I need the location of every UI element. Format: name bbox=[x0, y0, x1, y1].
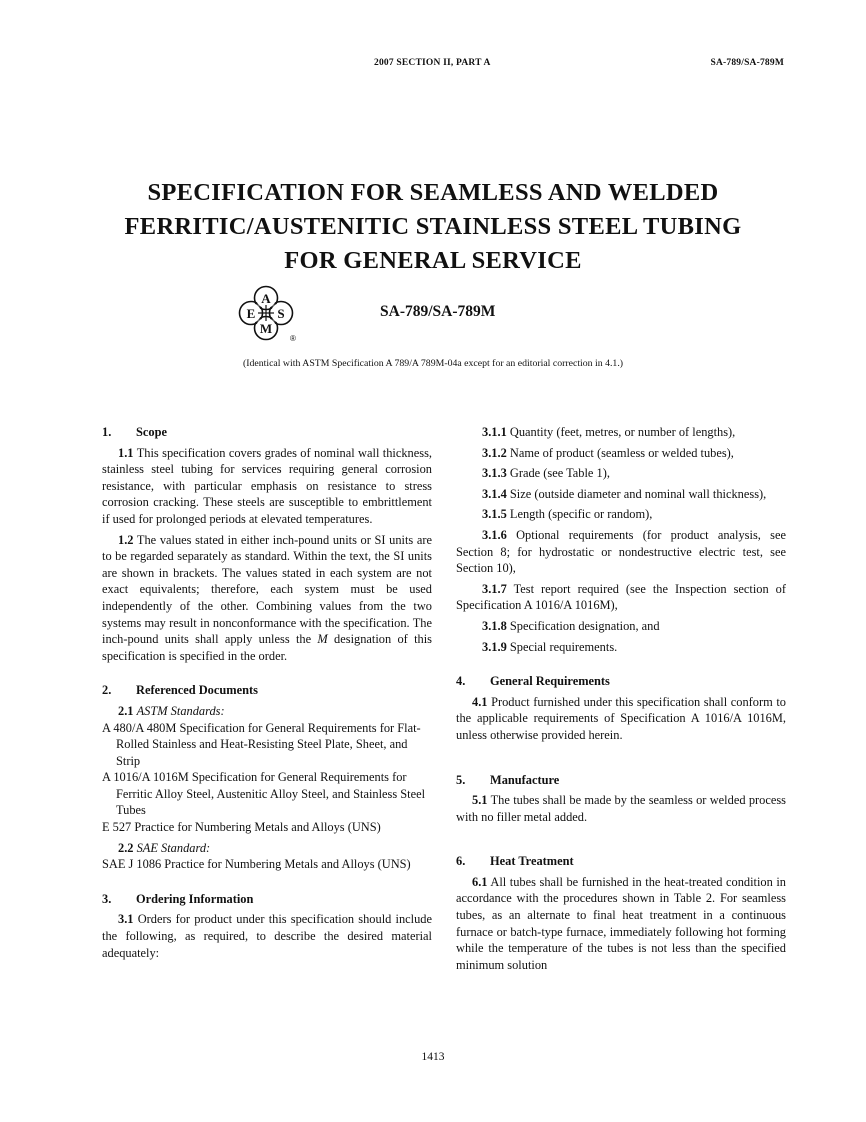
paragraph: 1.1 This specification covers grades of nominal wall thickness, stainless steel tubing for services requiring general corrosion resistance, with particular emphasis on resistance to stress corrosion cracking. These steels are susceptible to embrittlement if used for prolonged periods at elevated temperatures. bbox=[102, 445, 432, 526]
paragraph: 3.1 Orders for product under this specification should include the following, as required, to describe the desired material adequately: bbox=[102, 912, 432, 960]
list-item: 3.1.8 Specification designation, and bbox=[482, 618, 660, 633]
reference-item: E 527 Practice for Numbering Metals and Alloys (UNS) bbox=[102, 820, 381, 835]
section-heading: 1. Scope bbox=[102, 425, 167, 439]
paragraph: 1.2 The values stated in either inch-pound units or SI units are to be regarded separately as standard. Within the text, the SI units are shown in brackets. The values stated in each system are not exact equivalents; therefore, each system must be used independently of the other. Combining values from the two systems may result in nonconformance with the specification. The inch-pound units shall apply unless the M designation of this specification is specified in the order. bbox=[102, 532, 433, 663]
section-heading: 3. Ordering Information bbox=[102, 891, 254, 906]
list-item: 3.1.6 Optional requirements (for product analysis, see Section 8; for hydrostatic or nondestructive electric test, see Section 10), bbox=[456, 527, 786, 576]
list-item: 3.1.2 Name of product (seamless or welded tubes), bbox=[482, 445, 734, 460]
logo-letter: M bbox=[259, 321, 273, 336]
page-number: 1413 bbox=[421, 1051, 445, 1063]
list-item: 3.1.5 Length (specific or random), bbox=[482, 507, 653, 522]
identity-note: (Identical with ASTM Specification A 789/A 789M-04a except for an editorial correction in 4.1.) bbox=[242, 358, 624, 369]
subsection-label: 2.1 ASTM Standards: bbox=[118, 703, 225, 718]
designation: SA-789/SA-789M bbox=[380, 303, 496, 320]
section-heading: 6. Heat Treatment bbox=[456, 854, 574, 869]
running-header-left: 2007 SECTION II, PART A bbox=[374, 58, 491, 68]
right-column bbox=[456, 424, 786, 977]
asme-logo-icon bbox=[228, 283, 304, 345]
logo-letter: S bbox=[277, 306, 285, 321]
subsection-label: 2.2 SAE Standard: bbox=[118, 840, 211, 855]
list-item: 3.1.7 Test report required (see the Inspection section of Specification A 1016/A 1016M), bbox=[456, 581, 786, 613]
logo-letter: A bbox=[261, 291, 271, 306]
list-item: 3.1.1 Quantity (feet, metres, or number of lengths), bbox=[482, 425, 736, 439]
paragraph: 4.1 Product furnished under this specification shall conform to the applicable requirements of Specification A 1016/A 1016M, unless otherwise provided herein. bbox=[456, 694, 786, 742]
title-line: FERRITIC/AUSTENITIC STAINLESS STEEL TUBING bbox=[124, 213, 742, 240]
reference-item: A 1016/A 1016M Specification for General Requirements for Ferritic Alloy Steel, Austenitic Alloy Steel, and Stainless Steel Tubes bbox=[102, 770, 426, 818]
section-heading: 4. General Requirements bbox=[456, 674, 610, 689]
logo-letter: E bbox=[246, 306, 256, 321]
list-item: 3.1.9 Special requirements. bbox=[482, 639, 618, 654]
paragraph: 6.1 All tubes shall be furnished in the heat-treated condition in accordance with the procedures shown in Table 2. For seamless tubes, as an alternate to final heat treatment in a continuous furnace or batch-type furnace, immediately following hot forming while the temperature of the tubes is not less than the specified minimum solution bbox=[456, 874, 786, 972]
title-line: SPECIFICATION FOR SEAMLESS AND WELDED bbox=[147, 179, 719, 206]
reference-item: A 480/A 480M Specification for General Requirements for Flat-Rolled Stainless and Heat-Resisting Steel Plate, Sheet, and Strip bbox=[102, 720, 421, 768]
list-item: 3.1.4 Size (outside diameter and nominal wall thickness), bbox=[482, 486, 767, 501]
title-line: FOR GENERAL SERVICE bbox=[284, 247, 582, 274]
running-header-right: SA-789/SA-789M bbox=[710, 58, 784, 68]
section-heading: 5. Manufacture bbox=[456, 772, 560, 787]
paragraph: 5.1 The tubes shall be made by the seamless or welded process with no filler metal added. bbox=[456, 793, 786, 824]
left-column bbox=[102, 424, 432, 965]
section-heading: 2. Referenced Documents bbox=[102, 683, 258, 698]
reference-item: SAE J 1086 Practice for Numbering Metals and Alloys (UNS) bbox=[102, 857, 411, 872]
registered-mark: ® bbox=[290, 334, 296, 343]
list-item: 3.1.3 Grade (see Table 1), bbox=[482, 466, 610, 481]
document-title bbox=[80, 176, 786, 278]
